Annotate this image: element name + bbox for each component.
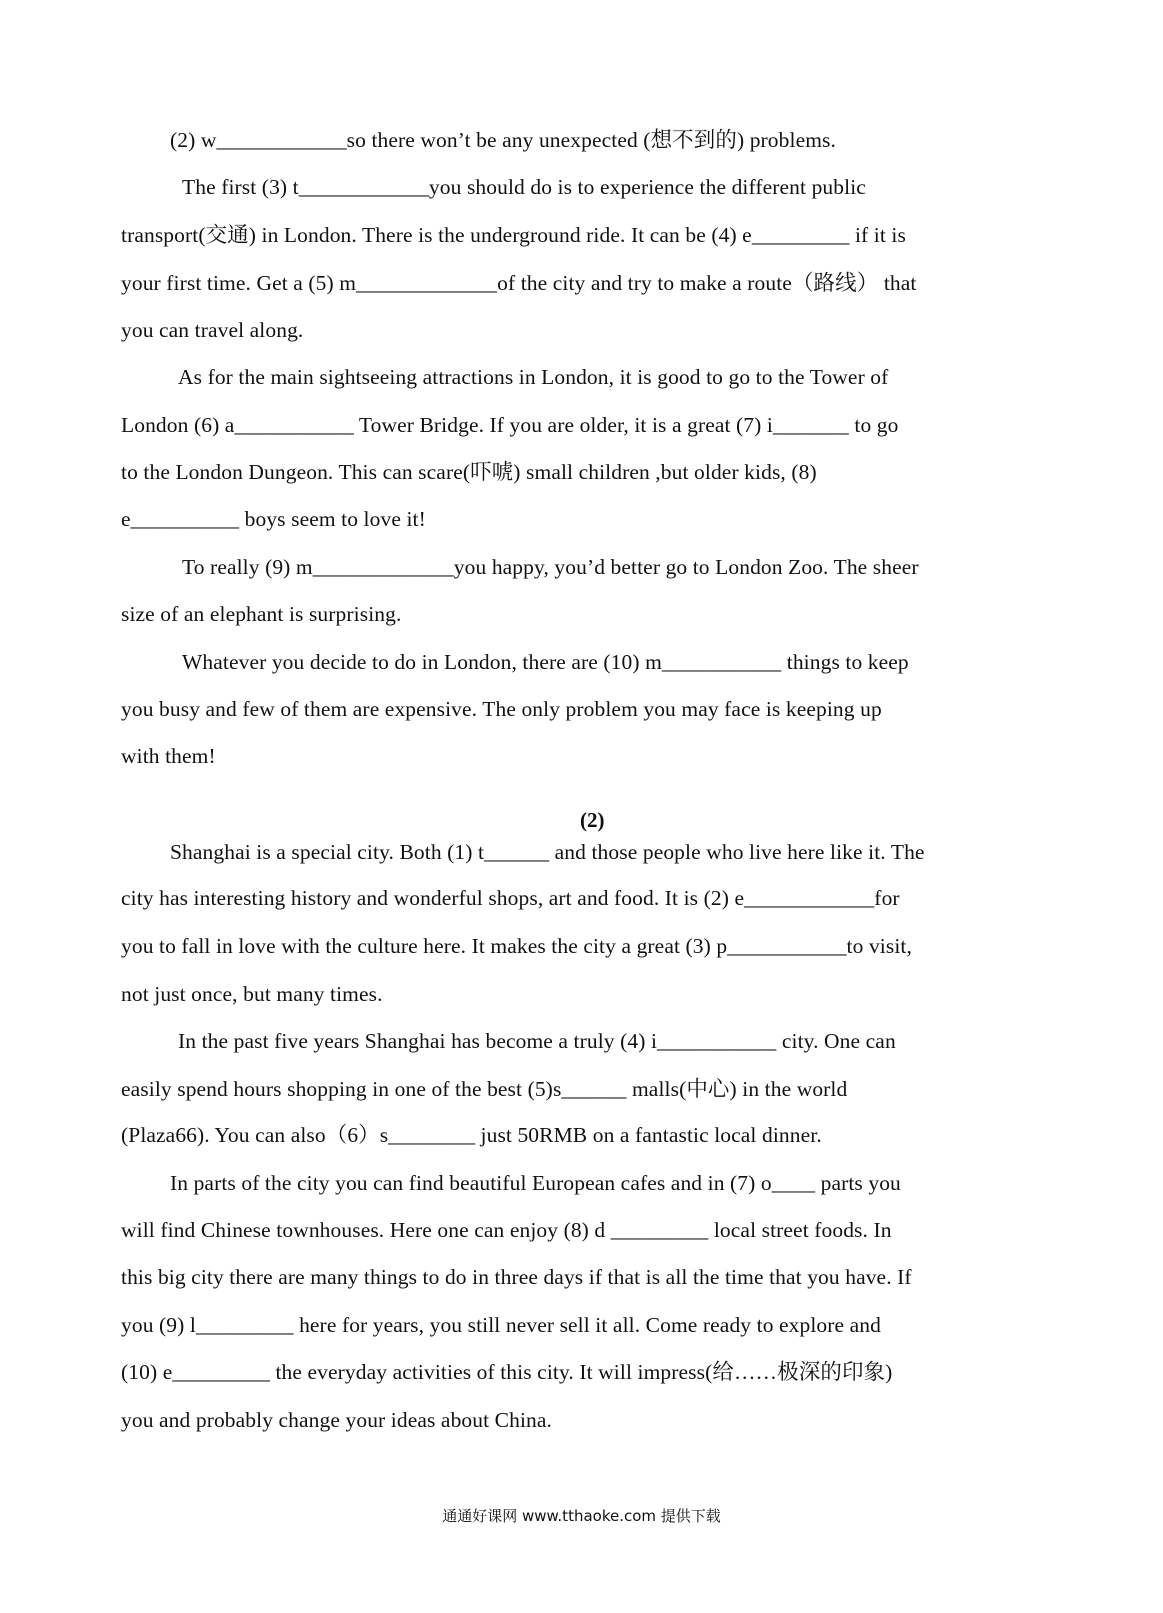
passage-line: easily spend hours shopping in one of the best (5)s______ malls(中心) in the world [121, 1077, 848, 1101]
passage-line: To really (9) m_____________you happy, you’d better go to London Zoo. The sheer [182, 555, 919, 579]
passage-line: size of an elephant is surprising. [121, 602, 402, 626]
passage-line: will find Chinese townhouses. Here one can enjoy (8) d _________ local street foods. In [121, 1218, 892, 1242]
passage-line: Shanghai is a special city. Both (1) t______ and those people who live here like it. The [170, 840, 925, 864]
passage-line: to the London Dungeon. This can scare(吓唬) small children ,but older kids, (8) [121, 460, 817, 484]
passage-line: city has interesting history and wonderful shops, art and food. It is (2) e____________for [121, 886, 900, 910]
passage-line: with them! [121, 744, 216, 768]
passage-line: In parts of the city you can find beautiful European cafes and in (7) o____ parts you [170, 1171, 901, 1195]
passage-line: (2) w____________so there won’t be any unexpected (想不到的) problems. [170, 128, 836, 152]
passage-line: you (9) l_________ here for years, you still never sell it all. Come ready to explore and [121, 1313, 882, 1337]
passage-line: transport(交通) in London. There is the underground ride. It can be (4) e_________ if it is [121, 223, 906, 247]
page-footer: 通通好课网 www.tthaoke.com 提供下载 [442, 1507, 721, 1525]
passage-line: you and probably change your ideas about China. [121, 1408, 553, 1432]
passage-line: this big city there are many things to do in three days if that is all the time that you have. If [121, 1265, 912, 1289]
passage-line: you can travel along. [121, 318, 304, 342]
passage-line: Whatever you decide to do in London, there are (10) m___________ things to keep [182, 650, 909, 674]
passage-line: The first (3) t____________you should do is to experience the different public [182, 175, 866, 199]
passage-line: (Plaza66). You can also（6）s________ just 50RMB on a fantastic local dinner. [121, 1123, 822, 1147]
passage-line: In the past five years Shanghai has become a truly (4) i___________ city. One can [178, 1029, 896, 1053]
passage-line: you busy and few of them are expensive. The only problem you may face is keeping up [121, 697, 882, 721]
passage-line: your first time. Get a (5) m_____________of the city and try to make a route（路线） that [121, 271, 917, 295]
passage-line: London (6) a___________ Tower Bridge. If you are older, it is a great (7) i_______ to go [121, 413, 899, 437]
passage-line: not just once, but many times. [121, 982, 383, 1006]
passage-line: you to fall in love with the culture here. It makes the city a great (3) p___________to visit, [121, 934, 912, 958]
section-heading: (2) [580, 808, 605, 832]
passage-line: (10) e_________ the everyday activities of this city. It will impress(给……极深的印象) [121, 1360, 893, 1384]
passage-line: As for the main sightseeing attractions in London, it is good to go to the Tower of [178, 365, 889, 389]
passage-line: e__________ boys seem to love it! [121, 507, 426, 531]
